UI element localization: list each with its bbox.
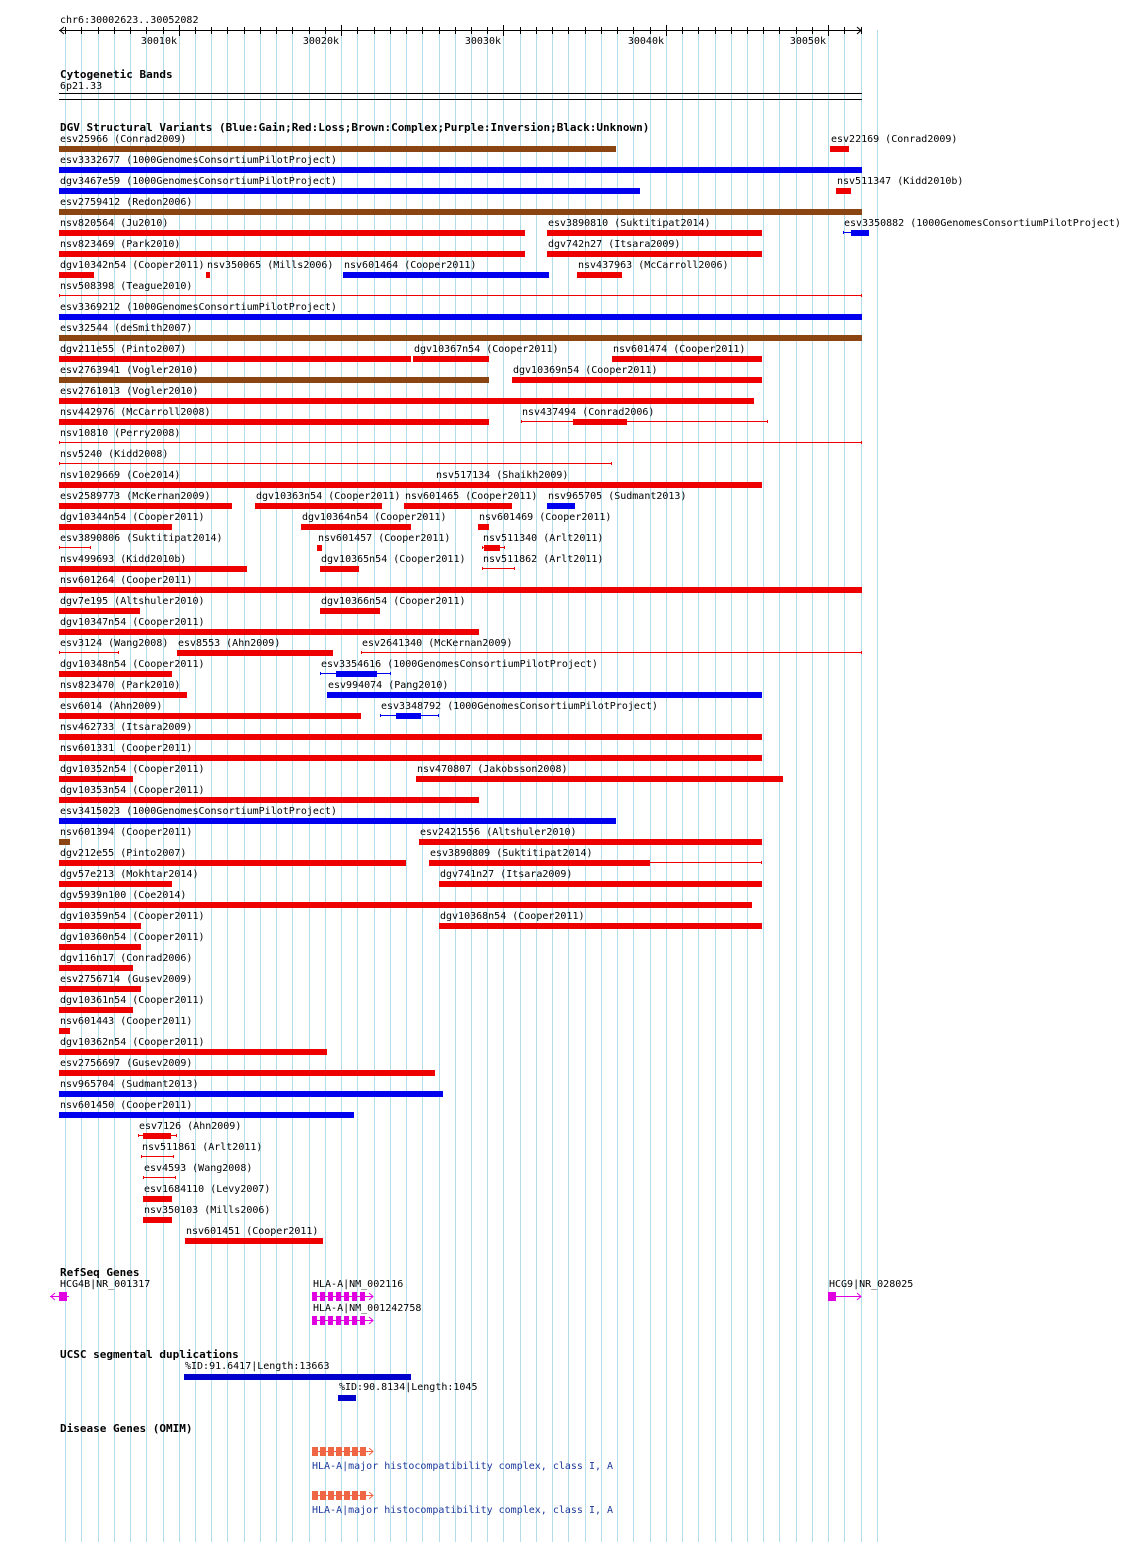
refseq-track-title: RefSeq Genes bbox=[60, 1266, 140, 1279]
variant-end-tick bbox=[320, 672, 321, 675]
variant-end-tick bbox=[173, 1155, 174, 1158]
variant-label: dgv10344n54 (Cooper2011) bbox=[60, 512, 205, 523]
variant-label: nsv437963 (McCarroll2006) bbox=[578, 260, 729, 271]
variant-label: dgv10360n54 (Cooper2011) bbox=[60, 932, 205, 943]
gene-exon bbox=[360, 1316, 365, 1325]
variant-label: dgv741n27 (Itsara2009) bbox=[440, 869, 573, 880]
variant-label: dgv10359n54 (Cooper2011) bbox=[60, 911, 205, 922]
variant-feature[interactable] bbox=[439, 881, 762, 887]
variant-feature[interactable] bbox=[317, 545, 322, 551]
variant-feature[interactable] bbox=[343, 272, 549, 278]
variant-feature[interactable] bbox=[59, 881, 172, 887]
variant-end-tick bbox=[761, 861, 762, 864]
variant-feature[interactable] bbox=[206, 272, 210, 278]
omim-exon bbox=[360, 1491, 366, 1500]
segdup-track-title: UCSC segmental duplications bbox=[60, 1348, 239, 1361]
variant-feature[interactable] bbox=[185, 1238, 323, 1244]
gene-exon bbox=[312, 1316, 317, 1325]
variant-block bbox=[465, 860, 650, 866]
variant-label: esv3890810 (Suktitipat2014) bbox=[548, 218, 711, 229]
variant-end-tick bbox=[521, 420, 522, 423]
omim-label[interactable]: HLA-A|major histocompatibility complex, class I, A bbox=[312, 1505, 614, 1516]
variant-feature[interactable] bbox=[59, 713, 361, 719]
variant-feature[interactable] bbox=[59, 419, 489, 425]
variant-feature[interactable] bbox=[59, 335, 862, 341]
variant-end-tick bbox=[118, 651, 119, 654]
variant-label: esv2759412 (Redon2006) bbox=[60, 197, 193, 208]
variant-feature[interactable] bbox=[59, 587, 862, 593]
variant-label: nsv601451 (Cooper2011) bbox=[186, 1226, 319, 1237]
variant-label: nsv462733 (Itsara2009) bbox=[60, 722, 193, 733]
variant-feature[interactable] bbox=[439, 923, 762, 929]
variant-line bbox=[59, 295, 862, 296]
variant-label: dgv10347n54 (Cooper2011) bbox=[60, 617, 205, 628]
variant-feature[interactable] bbox=[59, 440, 862, 446]
variant-feature[interactable] bbox=[59, 377, 489, 383]
variant-label: esv3890809 (Suktitipat2014) bbox=[430, 848, 593, 859]
variant-feature[interactable] bbox=[482, 545, 505, 551]
omim-exon bbox=[344, 1447, 350, 1456]
variant-label: dgv212e55 (Pinto2007) bbox=[60, 848, 187, 859]
variant-feature[interactable] bbox=[512, 377, 762, 383]
variant-feature[interactable] bbox=[138, 1133, 177, 1139]
gene-exon bbox=[320, 1316, 325, 1325]
variant-label: nsv1029669 (Coe2014) bbox=[60, 470, 181, 481]
omim-exon bbox=[352, 1447, 358, 1456]
variant-label: dgv211e55 (Pinto2007) bbox=[60, 344, 187, 355]
variant-label: nsv511347 (Kidd2010b) bbox=[837, 176, 964, 187]
variant-label: nsv511862 (Arlt2011) bbox=[483, 554, 604, 565]
cytoband-bar-bottom bbox=[59, 99, 862, 100]
variant-label: esv994074 (Pang2010) bbox=[328, 680, 449, 691]
variant-feature[interactable] bbox=[59, 1028, 70, 1034]
variant-feature[interactable] bbox=[413, 356, 489, 362]
variant-end-tick bbox=[59, 462, 60, 465]
variant-label: esv3348792 (1000GenomesConsortiumPilotProject) bbox=[381, 701, 658, 712]
variant-feature[interactable] bbox=[59, 230, 525, 236]
omim-exon bbox=[328, 1447, 334, 1456]
variant-feature[interactable] bbox=[59, 629, 479, 635]
omim-exon bbox=[360, 1447, 366, 1456]
variant-label: nsv601464 (Cooper2011) bbox=[344, 260, 477, 271]
variant-label: esv3124 (Wang2008) bbox=[60, 638, 169, 649]
variant-feature[interactable] bbox=[547, 230, 762, 236]
variant-feature[interactable] bbox=[59, 503, 232, 509]
variant-label: dgv10342n54 (Cooper2011) bbox=[60, 260, 205, 271]
variant-end-tick bbox=[175, 1176, 176, 1179]
omim-exon bbox=[344, 1491, 350, 1500]
variant-label: nsv965705 (Sudmant2013) bbox=[548, 491, 687, 502]
omim-exon bbox=[328, 1491, 334, 1500]
variant-end-tick bbox=[843, 231, 844, 234]
variant-label: dgv116n17 (Conrad2006) bbox=[60, 953, 193, 964]
variant-feature[interactable] bbox=[59, 944, 141, 950]
variant-feature[interactable] bbox=[59, 188, 640, 194]
variant-label: dgv742n27 (Itsara2009) bbox=[548, 239, 681, 250]
variant-label: esv3890806 (Suktitipat2014) bbox=[60, 533, 223, 544]
variant-label: nsv601469 (Cooper2011) bbox=[479, 512, 612, 523]
variant-label: nsv601394 (Cooper2011) bbox=[60, 827, 193, 838]
variant-label: dgv10352n54 (Cooper2011) bbox=[60, 764, 205, 775]
variant-feature[interactable] bbox=[327, 692, 762, 698]
variant-label: esv2756697 (Gusev2009) bbox=[60, 1058, 193, 1069]
variant-label: dgv5939n100 (Coe2014) bbox=[60, 890, 187, 901]
variant-end-tick bbox=[361, 651, 362, 654]
omim-gene-model[interactable] bbox=[0, 1446, 890, 1458]
gene-label[interactable]: HCG4B|NR_001317 bbox=[60, 1279, 151, 1290]
variant-label: nsv511340 (Arlt2011) bbox=[483, 533, 604, 544]
variant-line bbox=[521, 421, 768, 422]
variant-line bbox=[141, 1156, 174, 1157]
variant-feature[interactable] bbox=[143, 1175, 176, 1181]
variant-feature[interactable] bbox=[141, 1154, 174, 1160]
gene-exon bbox=[828, 1292, 836, 1301]
cytoband-label: 6p21.33 bbox=[60, 81, 103, 92]
cytoband-bar-top bbox=[59, 93, 862, 94]
variant-label: dgv10362n54 (Cooper2011) bbox=[60, 1037, 205, 1048]
variant-end-tick bbox=[141, 1155, 142, 1158]
variant-label: nsv511861 (Arlt2011) bbox=[142, 1142, 263, 1153]
omim-exon bbox=[336, 1491, 342, 1500]
variant-label: esv3415023 (1000GenomesConsortiumPilotProject) bbox=[60, 806, 337, 817]
variant-line bbox=[59, 442, 862, 443]
variant-label: nsv437494 (Conrad2006) bbox=[522, 407, 655, 418]
variant-feature[interactable] bbox=[59, 314, 862, 320]
variant-label: esv3350882 (1000GenomesConsortiumPilotProject) bbox=[844, 218, 1121, 229]
variant-label: esv22169 (Conrad2009) bbox=[831, 134, 958, 145]
variant-feature[interactable] bbox=[59, 146, 616, 152]
variant-feature[interactable] bbox=[59, 965, 133, 971]
variant-line bbox=[482, 568, 515, 569]
variant-feature[interactable] bbox=[59, 986, 141, 992]
variant-end-tick bbox=[438, 714, 439, 717]
variant-end-tick bbox=[611, 462, 612, 465]
variant-label: nsv350103 (Mills2006) bbox=[144, 1205, 271, 1216]
variant-label: nsv10810 (Perry2008) bbox=[60, 428, 181, 439]
variant-feature[interactable] bbox=[830, 146, 849, 152]
variant-feature[interactable] bbox=[59, 524, 172, 530]
omim-exon bbox=[336, 1447, 342, 1456]
variant-feature[interactable] bbox=[404, 503, 512, 509]
variant-feature[interactable] bbox=[59, 755, 762, 761]
variant-block bbox=[396, 713, 421, 719]
variant-end-tick bbox=[59, 651, 60, 654]
variant-end-tick bbox=[59, 441, 60, 444]
segdup-bar[interactable] bbox=[338, 1395, 356, 1401]
gene-exon bbox=[344, 1316, 349, 1325]
variant-feature[interactable] bbox=[59, 1112, 354, 1118]
variant-label: esv3332677 (1000GenomesConsortiumPilotProject) bbox=[60, 155, 337, 166]
variant-end-tick bbox=[861, 441, 862, 444]
variant-label: nsv601465 (Cooper2011) bbox=[405, 491, 538, 502]
variant-label: nsv508398 (Teague2010) bbox=[60, 281, 193, 292]
variant-block bbox=[484, 545, 500, 551]
variant-feature[interactable] bbox=[577, 272, 622, 278]
variant-end-tick bbox=[138, 1134, 139, 1137]
omim-gene-model[interactable] bbox=[0, 1490, 890, 1502]
variant-feature[interactable] bbox=[59, 461, 612, 467]
omim-exon bbox=[312, 1491, 318, 1500]
variant-end-tick bbox=[59, 294, 60, 297]
gene-exon bbox=[336, 1316, 341, 1325]
variant-feature[interactable] bbox=[59, 776, 133, 782]
variant-feature[interactable] bbox=[59, 1007, 133, 1013]
variant-feature[interactable] bbox=[59, 293, 862, 299]
variant-label: nsv470807 (Jakobsson2008) bbox=[417, 764, 568, 775]
variant-feature[interactable] bbox=[59, 818, 616, 824]
ruler-tick-label: 30020k bbox=[302, 36, 339, 47]
variant-feature[interactable] bbox=[416, 776, 783, 782]
segdup-label[interactable]: %ID:90.8134|Length:1045 bbox=[339, 1382, 478, 1393]
variant-feature[interactable] bbox=[482, 566, 515, 572]
variant-label: esv32544 (deSmith2007) bbox=[60, 323, 193, 334]
variant-label: nsv442976 (McCarroll2008) bbox=[60, 407, 211, 418]
variant-block bbox=[143, 1133, 171, 1139]
omim-label[interactable]: HLA-A|major histocompatibility complex, class I, A bbox=[312, 1461, 614, 1472]
ruler-tick-label: 30040k bbox=[627, 36, 664, 47]
segdup-label[interactable]: %ID:91.6417|Length:13663 bbox=[185, 1361, 330, 1372]
variant-label: esv25966 (Conrad2009) bbox=[60, 134, 187, 145]
variant-feature[interactable] bbox=[143, 1217, 172, 1223]
variant-end-tick bbox=[482, 546, 483, 549]
variant-feature[interactable] bbox=[59, 209, 862, 215]
variant-label: dgv10353n54 (Cooper2011) bbox=[60, 785, 205, 796]
variant-label: dgv3467e59 (1000GenomesConsortiumPilotProject) bbox=[60, 176, 337, 187]
variant-feature[interactable] bbox=[59, 608, 140, 614]
cytoband-track-title: Cytogenetic Bands bbox=[60, 68, 173, 81]
variant-label: esv4593 (Wang2008) bbox=[144, 1163, 253, 1174]
variant-label: nsv965704 (Sudmant2013) bbox=[60, 1079, 199, 1090]
variant-end-tick bbox=[767, 420, 768, 423]
variant-end-tick bbox=[861, 651, 862, 654]
variant-feature[interactable] bbox=[177, 650, 333, 656]
variant-feature[interactable] bbox=[320, 671, 391, 677]
variant-line bbox=[59, 652, 119, 653]
variant-label: nsv820564 (Ju2010) bbox=[60, 218, 169, 229]
variant-feature[interactable] bbox=[320, 608, 380, 614]
variant-label: esv2421556 (Altshuler2010) bbox=[420, 827, 577, 838]
variant-label: esv1684110 (Levy2007) bbox=[144, 1184, 271, 1195]
variant-feature[interactable] bbox=[320, 566, 359, 572]
variant-feature[interactable] bbox=[59, 923, 141, 929]
variant-end-tick bbox=[514, 567, 515, 570]
variant-label: dgv57e213 (Mokhtar2014) bbox=[60, 869, 199, 880]
dgv-track-title: DGV Structural Variants (Blue:Gain;Red:Loss;Brown:Complex;Purple:Inversion;Black:Unknown) bbox=[60, 121, 650, 134]
gene-model[interactable] bbox=[0, 1291, 890, 1303]
variant-feature[interactable] bbox=[59, 167, 862, 173]
variant-label: esv2763941 (Vogler2010) bbox=[60, 365, 199, 376]
variant-label: esv6014 (Ahn2009) bbox=[60, 701, 163, 712]
omim-exon bbox=[312, 1447, 318, 1456]
variant-line bbox=[59, 547, 91, 548]
segdup-bar[interactable] bbox=[184, 1374, 411, 1380]
variant-label: nsv823470 (Park2010) bbox=[60, 680, 181, 691]
variant-end-tick bbox=[176, 1134, 177, 1137]
variant-label: esv2641340 (McKernan2009) bbox=[362, 638, 513, 649]
variant-feature[interactable] bbox=[59, 692, 187, 698]
variant-feature[interactable] bbox=[255, 503, 382, 509]
variant-label: dgv10348n54 (Cooper2011) bbox=[60, 659, 205, 670]
variant-label: dgv10364n54 (Cooper2011) bbox=[302, 512, 447, 523]
variant-feature[interactable] bbox=[435, 482, 762, 488]
variant-label: esv2589773 (McKernan2009) bbox=[60, 491, 211, 502]
ruler-tick-label: 30050k bbox=[789, 36, 826, 47]
variant-end-tick bbox=[143, 1176, 144, 1179]
gene-label[interactable]: HCG9|NR_028025 bbox=[829, 1279, 914, 1290]
ruler bbox=[0, 0, 890, 60]
variant-line bbox=[361, 652, 862, 653]
gene-label[interactable]: HLA-A|NM_002116 bbox=[313, 1279, 404, 1290]
variant-label: dgv10361n54 (Cooper2011) bbox=[60, 995, 205, 1006]
variant-feature[interactable] bbox=[59, 671, 172, 677]
omim-exon bbox=[320, 1491, 326, 1500]
variant-label: nsv350065 (Mills2006) bbox=[207, 260, 334, 271]
variant-feature[interactable] bbox=[59, 1070, 435, 1076]
variant-label: nsv601474 (Cooper2011) bbox=[613, 344, 746, 355]
variant-label: dgv10366n54 (Cooper2011) bbox=[321, 596, 466, 607]
variant-feature[interactable] bbox=[59, 1091, 443, 1097]
variant-label: nsv601443 (Cooper2011) bbox=[60, 1016, 193, 1027]
variant-label: esv2761013 (Vogler2010) bbox=[60, 386, 199, 397]
variant-label: esv2756714 (Gusev2009) bbox=[60, 974, 193, 985]
variant-label: dgv10365n54 (Cooper2011) bbox=[321, 554, 466, 565]
variant-feature[interactable] bbox=[59, 482, 435, 488]
variant-feature[interactable] bbox=[59, 356, 411, 362]
variant-feature[interactable] bbox=[478, 524, 489, 530]
variant-end-tick bbox=[390, 672, 391, 675]
gene-label[interactable]: HLA-A|NM_001242758 bbox=[313, 1303, 422, 1314]
variant-label: dgv7e195 (Altshuler2010) bbox=[60, 596, 205, 607]
variant-block bbox=[336, 671, 377, 677]
ruler-tick-label: 30010k bbox=[140, 36, 177, 47]
variant-feature[interactable] bbox=[59, 734, 762, 740]
variant-label: esv3369212 (1000GenomesConsortiumPilotProject) bbox=[60, 302, 337, 313]
variant-feature[interactable] bbox=[59, 398, 754, 404]
variant-label: esv8553 (Ahn2009) bbox=[178, 638, 281, 649]
variant-feature[interactable] bbox=[547, 251, 762, 257]
variant-end-tick bbox=[90, 546, 91, 549]
variant-label: nsv601457 (Cooper2011) bbox=[318, 533, 451, 544]
variant-label: nsv601331 (Cooper2011) bbox=[60, 743, 193, 754]
variant-label: nsv499693 (Kidd2010b) bbox=[60, 554, 187, 565]
variant-label: esv7126 (Ahn2009) bbox=[139, 1121, 242, 1132]
variant-feature[interactable] bbox=[59, 860, 406, 866]
omim-exon bbox=[320, 1447, 326, 1456]
variant-feature[interactable] bbox=[59, 839, 70, 845]
variant-feature[interactable] bbox=[59, 566, 247, 572]
variant-block bbox=[429, 860, 465, 866]
variant-feature[interactable] bbox=[361, 650, 862, 656]
variant-label: esv3354616 (1000GenomesConsortiumPilotProject) bbox=[321, 659, 598, 670]
variant-feature[interactable] bbox=[612, 356, 762, 362]
gene-model[interactable] bbox=[0, 1315, 890, 1327]
variant-label: nsv517134 (Shaikh2009) bbox=[436, 470, 569, 481]
variant-label: dgv10368n54 (Cooper2011) bbox=[440, 911, 585, 922]
variant-label: nsv601264 (Cooper2011) bbox=[60, 575, 193, 586]
variant-feature[interactable] bbox=[59, 650, 119, 656]
variant-label: nsv823469 (Park2010) bbox=[60, 239, 181, 250]
variant-label: nsv5240 (Kidd2008) bbox=[60, 449, 169, 460]
variant-feature[interactable] bbox=[547, 503, 575, 509]
variant-line bbox=[143, 1177, 176, 1178]
gene-exon bbox=[352, 1316, 357, 1325]
variant-feature[interactable] bbox=[59, 797, 479, 803]
variant-label: nsv601450 (Cooper2011) bbox=[60, 1100, 193, 1111]
variant-end-tick bbox=[380, 714, 381, 717]
variant-feature[interactable] bbox=[59, 545, 91, 551]
variant-feature[interactable] bbox=[380, 713, 439, 719]
variant-feature[interactable] bbox=[143, 1196, 172, 1202]
variant-end-tick bbox=[482, 567, 483, 570]
variant-label: dgv10363n54 (Cooper2011) bbox=[256, 491, 401, 502]
variant-feature[interactable] bbox=[301, 524, 411, 530]
ruler-tick-label: 30030k bbox=[464, 36, 501, 47]
variant-block bbox=[573, 419, 627, 425]
variant-feature[interactable] bbox=[59, 902, 752, 908]
variant-line bbox=[59, 463, 612, 464]
omim-exon bbox=[352, 1491, 358, 1500]
variant-end-tick bbox=[59, 546, 60, 549]
variant-block bbox=[851, 230, 869, 236]
variant-label: dgv10369n54 (Cooper2011) bbox=[513, 365, 658, 376]
variant-end-tick bbox=[504, 546, 505, 549]
variant-feature[interactable] bbox=[429, 860, 762, 866]
variant-label: dgv10367n54 (Cooper2011) bbox=[414, 344, 559, 355]
ruler-position: chr6:30002623..30052082 bbox=[60, 15, 199, 26]
omim-track-title: Disease Genes (OMIM) bbox=[60, 1422, 193, 1435]
gene-exon bbox=[328, 1316, 333, 1325]
variant-feature[interactable] bbox=[59, 272, 94, 278]
variant-end-tick bbox=[861, 294, 862, 297]
variant-feature[interactable] bbox=[843, 230, 861, 236]
variant-feature[interactable] bbox=[419, 839, 762, 845]
variant-feature[interactable] bbox=[521, 419, 768, 425]
variant-feature[interactable] bbox=[836, 188, 851, 194]
variant-feature[interactable] bbox=[59, 1049, 327, 1055]
variant-feature[interactable] bbox=[59, 251, 525, 257]
